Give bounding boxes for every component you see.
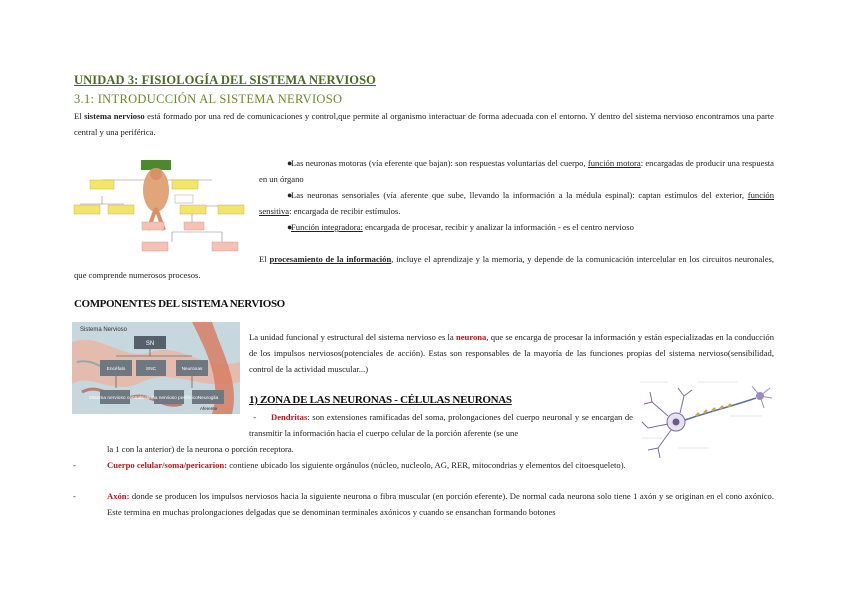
list-item: ●Las neuronas sensoriales (vía aferente que sube, llevando la información a la médula espinal): captan estímulos del exterior, función sensitiva: encargada de recibir estímulos. xyxy=(259,190,774,216)
diagram-box-label: Sistema nervioso central xyxy=(88,396,142,401)
diagram-box-label: SNC xyxy=(145,367,157,372)
diagram-box xyxy=(172,180,198,189)
zones-heading: 1) ZONA DE LAS NEURONAS - CÉLULAS NEURONAS xyxy=(249,394,512,406)
list-item: ●Las neuronas motoras (vía eferente que bajan): son respuestas voluntarias del cuerpo, función motora: encargadas de producir una respuesta en un órgano xyxy=(259,158,774,184)
cuerpo-term: Cuerpo celular/soma/pericarion: xyxy=(107,460,228,470)
section-subtitle: 3.1: INTRODUCCIÓN AL SISTEMA NERVIOSO xyxy=(74,92,343,106)
axon-item: - Axón: donde se producen los impulsos nerviosos hacia la siguiente neurona o fibra muscular (en porción eferente). De normal cada neurona solo tiene 1 axón y se originan en el cono axónico. Este termina en muchas prolongaciones delgadas que se denominan terminales axónicos y cuando se ensanchan formando botones xyxy=(73,491,774,517)
dendritas-item: - Dendritas: son extensiones ramificadas del soma, prolongaciones del cuerpo neuronal y se encargan de transmitir la información hacia el cuerpo celular de la porción aferente (se une xyxy=(249,412,633,438)
cuerpo-item: - Cuerpo celular/soma/pericarion: contiene ubicado los siguiente orgánulos (núcleo, nucleolo, AG, RER, mitocondrias y elementos del citoesqueleto). xyxy=(73,460,626,470)
components-heading: COMPONENTES DEL SISTEMA NERVIOSO xyxy=(74,298,285,310)
processing-term: procesamiento de la información xyxy=(269,254,392,264)
bullet-list xyxy=(259,155,774,235)
diagram-box xyxy=(90,180,114,189)
diagram-caption: Aferente xyxy=(200,406,218,411)
neuron-term: neurona xyxy=(455,332,487,342)
diagram-box-label: Encéfalo xyxy=(106,367,126,372)
diagram-caption: Sistema Nervioso xyxy=(80,327,128,333)
intro-paragraph: El sistema nervioso está formado por una red de comunicaciones y control,que permite al organismo interactuar de forma adecuada con el entorno. Y dentro del sistema nervioso encontramos una parte central y una periférica. xyxy=(74,111,774,137)
processing-paragraph: El procesamiento de la información, incluye el aprendizaje y la memoria, y depende de la comunicación intercelular en los circuitos neuronales, que comprende numerosos procesos. xyxy=(74,254,774,280)
page-title: UNIDAD 3: FISIOLOGÍA DEL SISTEMA NERVIOSO xyxy=(74,73,376,87)
diagram-box-label: SN xyxy=(145,341,155,347)
diagram-box-label: Sistema nervioso periférico xyxy=(140,396,198,401)
neuron-illustration xyxy=(638,378,774,464)
neuron-tissue-diagram xyxy=(72,322,240,414)
neuron-paragraph: La unidad funcional y estructural del sistema nervioso es la neurona, que se encarga de procesar la información y están especializadas en la conducción de los impulsos nerviosos(potenciales de acción). Estas son responsables de la mayoría de las funciones propias del sistema nervioso(sensibilidad, control de la actividad muscular...) xyxy=(249,332,774,374)
diagram-box-label: Neuroglia xyxy=(197,396,219,401)
axon-term: Axón: xyxy=(107,491,130,501)
list-item: ●Función integradora: encargada de procesar, recibir y analizar la información - es el centro nervioso xyxy=(287,222,634,232)
nervous-system-diagram xyxy=(72,158,247,260)
dendritas-term: Dendritas xyxy=(271,412,308,422)
diagram-box-label: Neuronas xyxy=(181,367,203,372)
dendritas-continuation: la 1 con la anterior) de la neurona o porción receptora. xyxy=(107,444,294,454)
intro-term: sistema nervioso xyxy=(84,111,145,121)
